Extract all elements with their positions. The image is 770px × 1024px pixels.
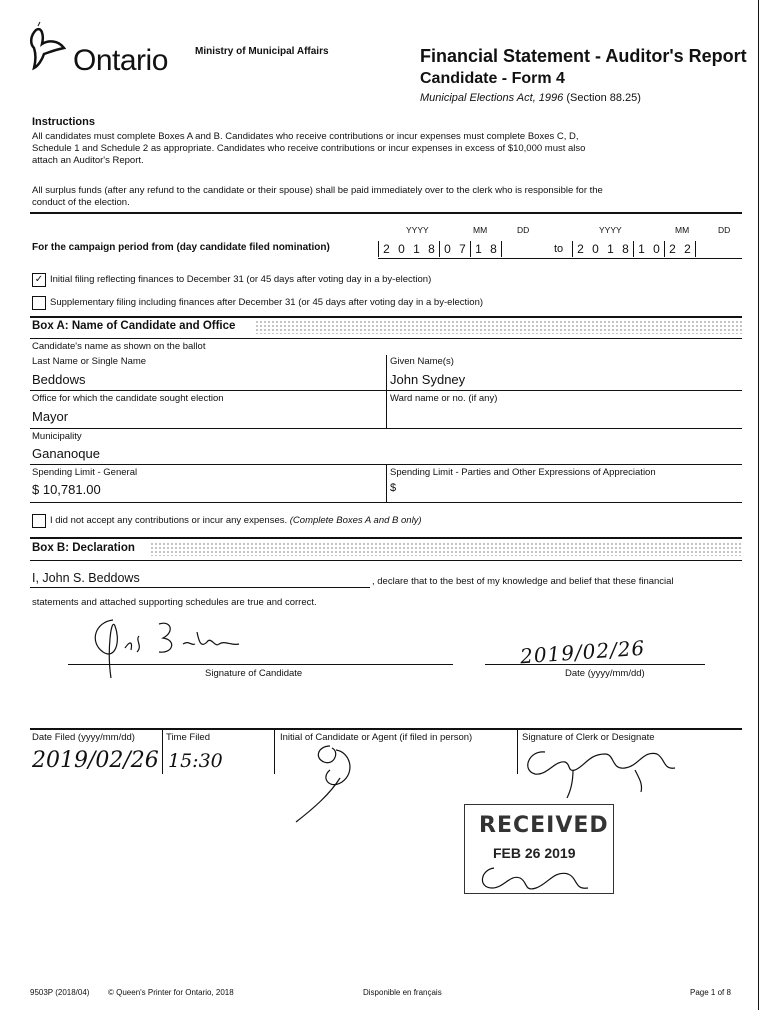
last-name-value[interactable]: Beddows	[32, 372, 86, 387]
start-year-digit: 8	[428, 242, 435, 256]
mm-label-start: MM	[473, 225, 488, 235]
given-name-value[interactable]: John Sydney	[390, 372, 466, 387]
given-name-label: Given Name(s)	[390, 356, 454, 367]
name-on-ballot-label: Candidate's name as shown on the ballot	[32, 341, 206, 352]
yyyy-label-end: YYYY	[599, 225, 622, 235]
box-b-heading: Box B: Declaration	[32, 542, 135, 554]
campaign-period-label: For the campaign period from (day candidate filed nomination)	[32, 242, 330, 253]
supplementary-filing-checkbox[interactable]	[32, 296, 46, 310]
supplementary-filing-label: Supplementary filing including finances after December 31 (or 45 days after voting day in a by-election)	[50, 297, 484, 308]
instructions-paragraph-1: All candidates must complete Boxes A and B. Candidates who receive contributions or incur expenses must complete Boxes C, D, Schedule 1 and Schedule 2 as appropriate. Candidates who receive contributions or incur expenses in excess of $10,000 must also attach an Auditor's Report.	[32, 131, 586, 166]
spending-limit-parties-label: Spending Limit - Parties and Other Expressions of Appreciation	[390, 467, 656, 478]
instructions-heading: Instructions	[32, 116, 95, 128]
instructions-paragraph-2: All surplus funds (after any refund to the candidate or their spouse) shall be paid immediately over to the clerk who is responsible for the conduct of the election.	[32, 185, 603, 208]
stamp-signature-icon	[474, 858, 614, 908]
received-stamp-text: RECEIVED	[479, 813, 609, 838]
declaration-text: , declare that to the best of my knowledge and belief that these financial	[372, 576, 674, 587]
date-filed-label: Date Filed (yyyy/mm/dd)	[32, 732, 135, 743]
clerk-signature-icon	[515, 740, 695, 800]
last-name-label: Last Name or Single Name	[32, 356, 147, 367]
signature-date-value[interactable]: 2019/02/26	[519, 635, 646, 669]
end-day-digit: 2	[684, 242, 691, 256]
date-filed-value[interactable]: 2019/02/26	[32, 748, 159, 773]
form-subtitle: Candidate - Form 4	[420, 70, 565, 87]
end-year-digit: 0	[592, 242, 599, 256]
office-label: Office for which the candidate sought election	[32, 393, 224, 404]
declarant-name[interactable]: I, John S. Beddows	[32, 571, 140, 585]
end-year-digit: 2	[572, 241, 588, 257]
initial-filing-label: Initial filing reflecting finances to December 31 (or 45 days after voting day in a by-election)	[50, 274, 432, 285]
end-year-digit: 1	[607, 242, 614, 256]
signature-of-candidate-label: Signature of Candidate	[205, 668, 303, 679]
spending-limit-parties-value[interactable]: $	[390, 482, 397, 494]
time-filed-value[interactable]: 15:30	[168, 750, 223, 772]
end-day-digit: 2	[664, 241, 680, 257]
start-day-digit: 8	[490, 242, 497, 256]
no-contributions-label: I did not accept any contributions or incur any expenses. (Complete Boxes A and B only)	[50, 515, 422, 526]
start-year-digit: 2	[378, 241, 394, 257]
clerk-signature-label: Signature of Clerk or Designate	[522, 732, 655, 743]
municipality-label: Municipality	[32, 431, 82, 442]
form-code: 9503P (2018/04)	[30, 988, 90, 997]
declaration-text-2: statements and attached supporting schedules are true and correct.	[32, 597, 317, 608]
yyyy-label-start: YYYY	[406, 225, 429, 235]
act-reference: Municipal Elections Act, 1996 (Section 88.25)	[420, 92, 641, 104]
start-year-digit: 1	[413, 242, 420, 256]
period-start-date[interactable]	[378, 241, 502, 257]
start-month-digit: 0	[439, 241, 455, 257]
spending-limit-general-label: Spending Limit - General	[32, 467, 138, 478]
ward-label: Ward name or no. (if any)	[390, 393, 498, 404]
received-stamp-date: FEB 26 2019	[493, 845, 576, 861]
dd-label-start: DD	[517, 225, 530, 235]
mm-label-end: MM	[675, 225, 690, 235]
end-month-digit: 0	[653, 242, 660, 256]
ministry-name: Ministry of Municipal Affairs	[195, 46, 329, 57]
start-day-digit: 1	[470, 241, 486, 257]
ontario-logo-text: Ontario	[73, 44, 168, 77]
period-end-date[interactable]	[572, 241, 696, 257]
initial-candidate-agent-label: Initial of Candidate or Agent (if filed in person)	[280, 732, 473, 743]
form-title: Financial Statement - Auditor's Report	[420, 46, 747, 66]
agent-initial-icon	[290, 738, 380, 828]
dd-label-end: DD	[718, 225, 731, 235]
to-label: to	[554, 243, 564, 255]
time-filed-label: Time Filed	[166, 732, 210, 743]
spending-limit-general-value[interactable]: $ 10,781.00	[32, 482, 101, 497]
initial-filing-checkbox[interactable]: ✓	[32, 273, 46, 287]
date-label: Date (yyyy/mm/dd)	[565, 668, 645, 679]
ontario-trillium-logo-icon	[28, 22, 76, 72]
page-number: Page 1 of 8	[690, 988, 731, 997]
end-month-digit: 1	[633, 241, 649, 257]
french-availability: Disponible en français	[363, 988, 442, 997]
box-a-heading: Box A: Name of Candidate and Office	[32, 320, 236, 332]
start-year-digit: 0	[398, 242, 405, 256]
start-month-digit: 7	[459, 242, 466, 256]
end-year-digit: 8	[622, 242, 629, 256]
municipality-value[interactable]: Gananoque	[32, 446, 100, 461]
copyright: © Queen's Printer for Ontario, 2018	[108, 988, 234, 997]
office-value[interactable]: Mayor	[32, 409, 69, 424]
no-contributions-checkbox[interactable]	[32, 514, 46, 528]
